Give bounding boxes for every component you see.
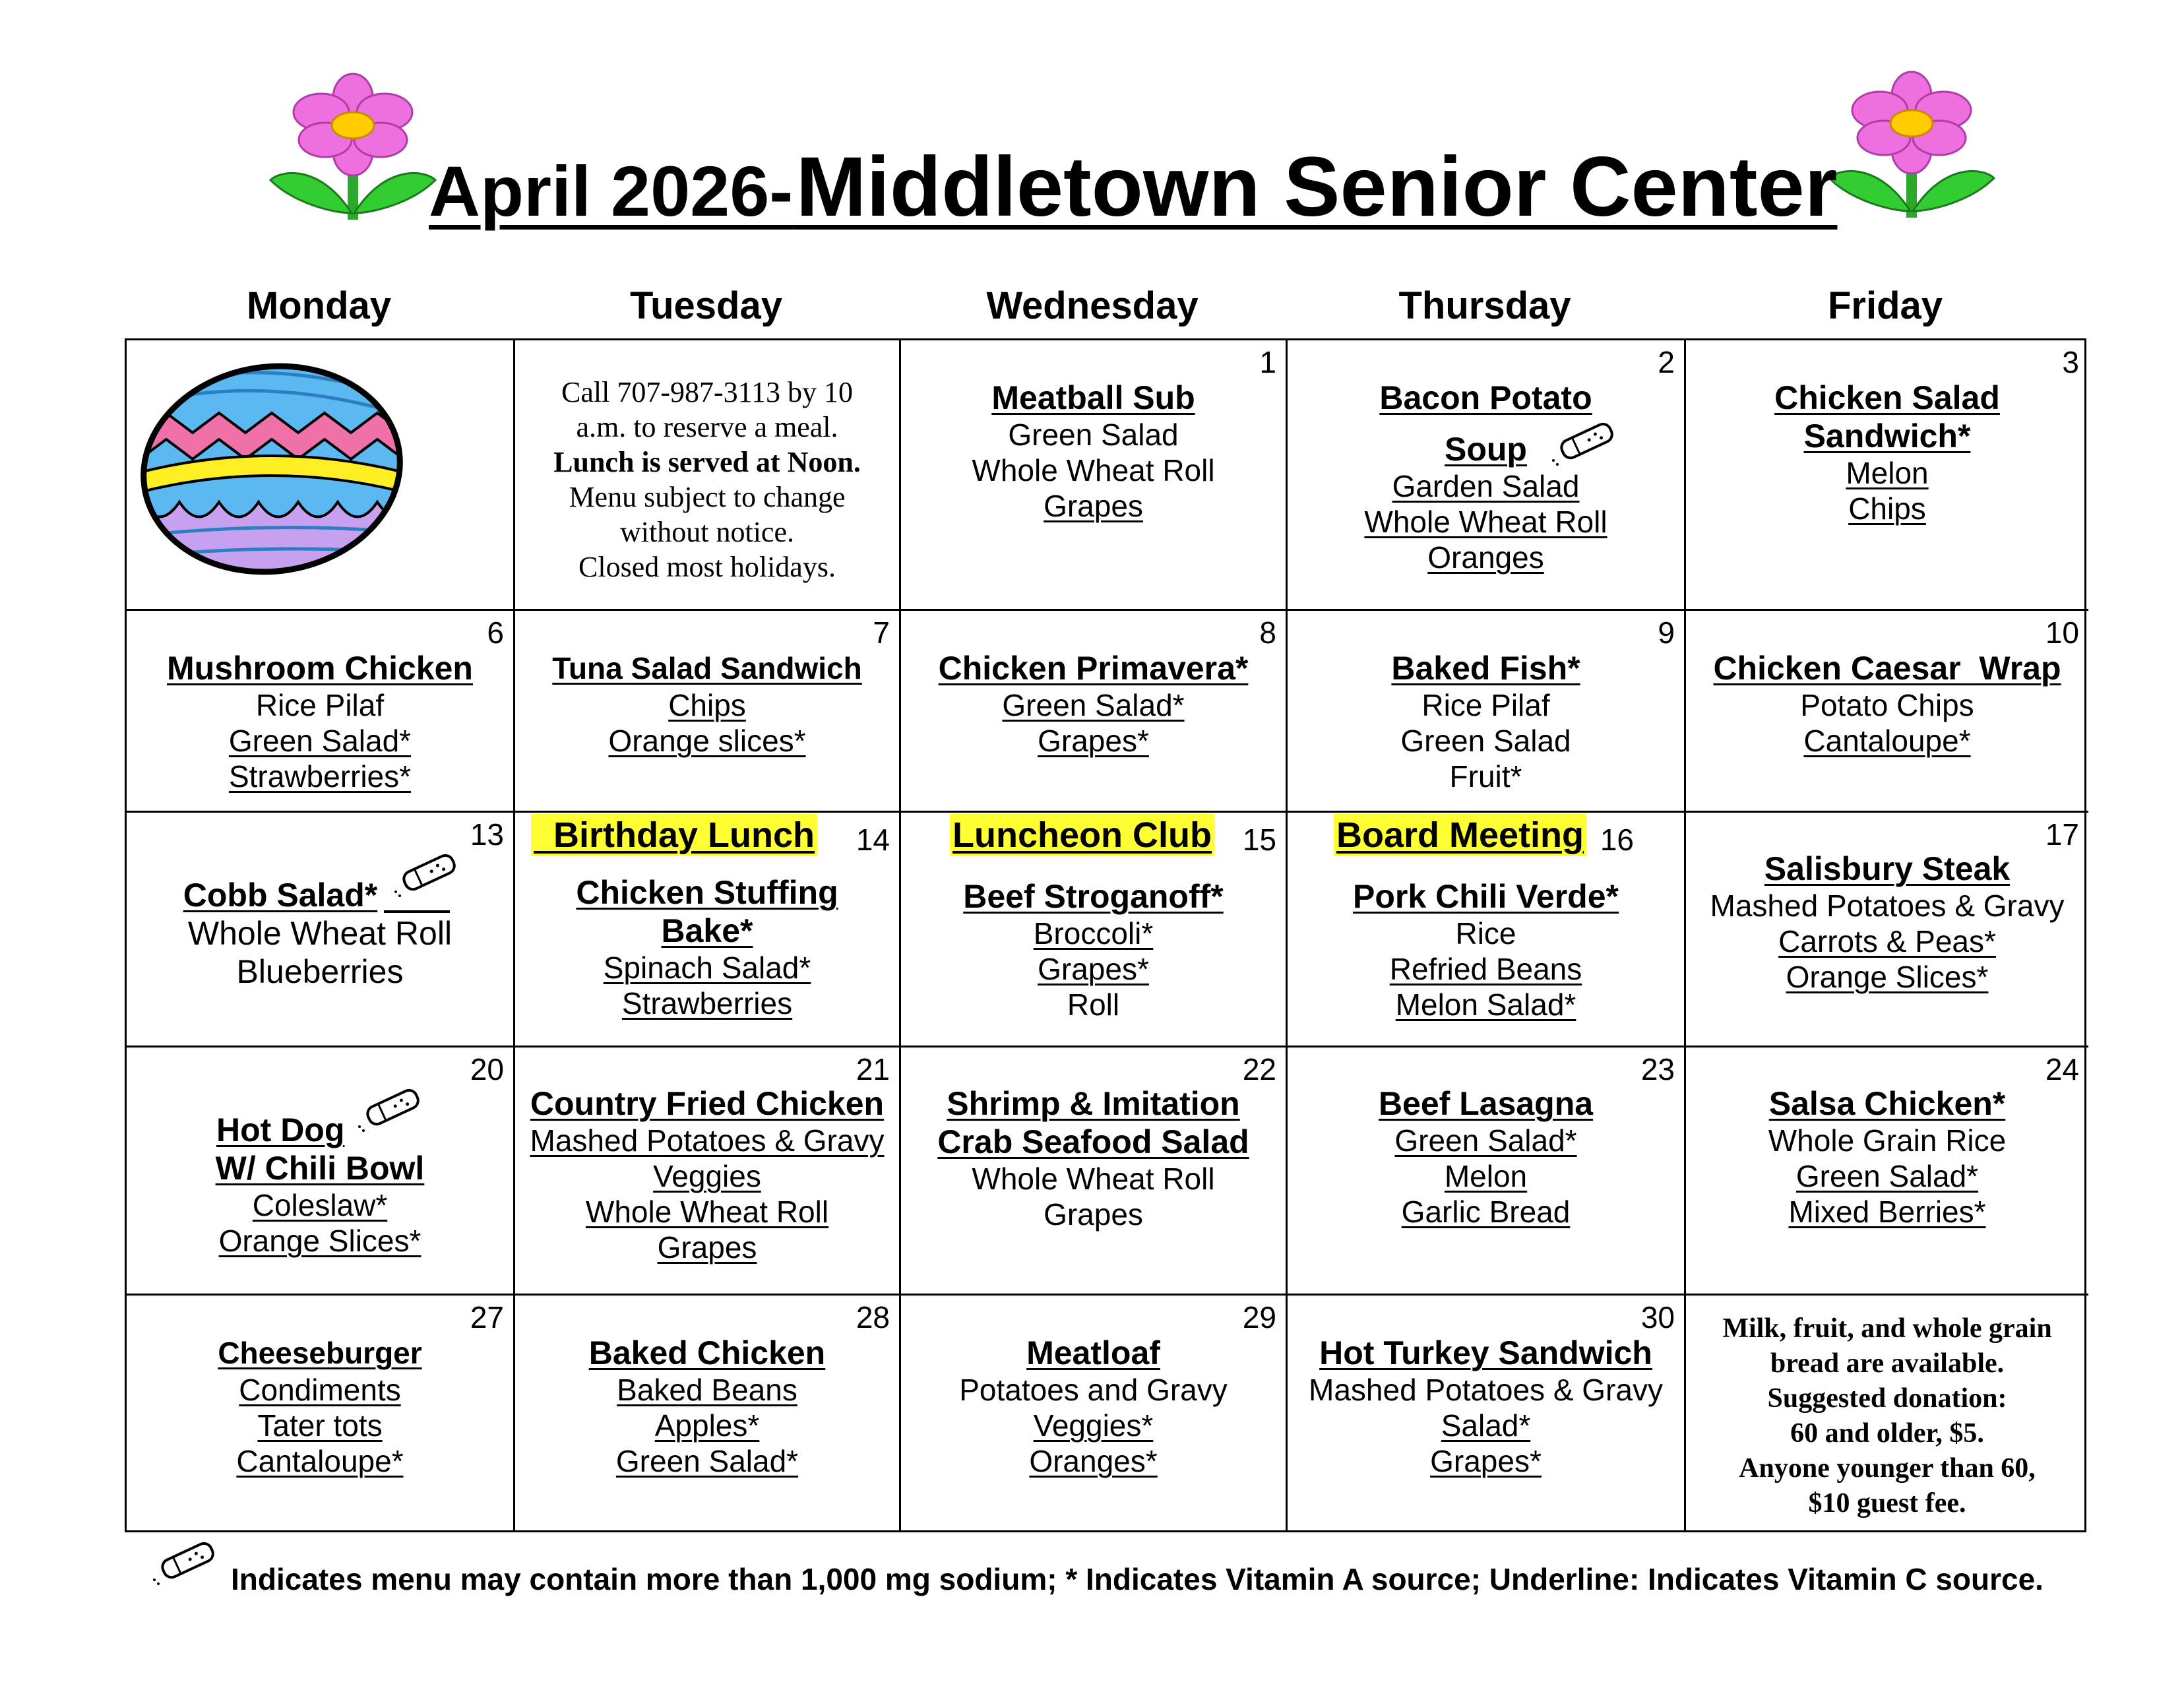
entree: Meatloaf (1026, 1334, 1160, 1371)
side-item: Oranges* (1029, 1444, 1158, 1478)
header-monday: Monday (246, 284, 392, 327)
day-number: 17 (2045, 817, 2079, 852)
cell-day-28 (515, 1296, 901, 1530)
entree: Chicken Primavera* (938, 650, 1249, 687)
day-number: 29 (1242, 1300, 1276, 1334)
day-number: 8 (1259, 615, 1276, 650)
header-tuesday: Tuesday (629, 284, 782, 327)
entree: Mushroom Chicken (167, 650, 473, 687)
donation-line-5: Anyone younger than 60, (1739, 1453, 2036, 1484)
side-item: Melon (1444, 1159, 1528, 1193)
easter-egg-icon (140, 360, 404, 578)
cell-day-23 (1288, 1047, 1686, 1296)
day-number: 1 (1259, 345, 1276, 379)
entree: Chicken Caesar Wrap (1713, 650, 2061, 687)
cell-day-29 (901, 1296, 1288, 1530)
cell-day-9 (1288, 611, 1686, 813)
cell-day-15 (901, 813, 1288, 1047)
side-item: Mashed Potatoes & Gravy (1710, 889, 2065, 923)
entree-line-1: Hot Dog (216, 1111, 345, 1148)
day-number: 16 (1600, 823, 1634, 857)
side-item: Garlic Bread (1401, 1195, 1571, 1229)
cell-day-20 (127, 1047, 515, 1296)
side-item: Rice (1455, 916, 1516, 951)
side-item: Green Salad* (228, 724, 412, 758)
day-number: 9 (1658, 615, 1675, 650)
side-item: Orange Slices* (1786, 960, 1989, 994)
cell-day-27 (127, 1296, 515, 1530)
title-center: Middletown Senior Center (796, 140, 1838, 234)
side-item: Broccoli* (1033, 916, 1154, 951)
day-number: 30 (1640, 1300, 1675, 1334)
flower-icon-left (267, 71, 439, 223)
side-item: Salad* (1441, 1408, 1531, 1443)
entree-line-1: Shrimp & Imitation (947, 1085, 1240, 1122)
side-item: Refried Beans (1389, 952, 1582, 986)
cell-day-30 (1288, 1296, 1686, 1530)
side-item: Fruit* (1449, 759, 1522, 794)
side-item: Spinach Salad* (603, 951, 811, 985)
entree-line-1: Chicken Salad (1774, 379, 2000, 416)
entree-line-2: Soup (1445, 431, 1527, 468)
side-item: Green Salad* (1394, 1123, 1577, 1158)
side-item: Green Salad* (1795, 1159, 1979, 1193)
cell-day-2 (1288, 340, 1686, 611)
day-number: 3 (2062, 345, 2079, 379)
side-item: Melon (1846, 456, 1929, 490)
entree: Country Fried Chicken (530, 1085, 885, 1122)
side-item: Whole Wheat Roll (187, 915, 452, 952)
side-item: Grapes (1044, 1197, 1143, 1232)
side-item: Carrots & Peas* (1778, 924, 1996, 958)
entree-line-2: Bake* (661, 912, 753, 949)
entree: Tuna Salad Sandwich (552, 651, 862, 685)
day-number: 7 (873, 615, 890, 650)
side-item: Rice Pilaf (1421, 688, 1550, 722)
entree: Cobb Salad* (183, 877, 378, 914)
side-item: Condiments (239, 1373, 401, 1407)
entree-line-1: Bacon Potato (1379, 379, 1592, 416)
header-wednesday: Wednesday (986, 284, 1199, 327)
cell-day-14 (515, 813, 901, 1047)
entree-line-2: W/ Chili Bowl (215, 1150, 425, 1187)
entree: Salisbury Steak (1764, 850, 2011, 887)
side-item: Cantaloupe* (236, 1444, 404, 1478)
side-item: Apples* (654, 1408, 760, 1443)
side-item: Grapes* (1038, 724, 1149, 758)
donation-line-4: 60 and older, $5. (1790, 1418, 1984, 1449)
flower-icon-right (1826, 69, 1997, 221)
side-item: Green Salad (1400, 724, 1571, 758)
side-item: Veggies (653, 1159, 761, 1193)
day-number: 15 (1242, 823, 1276, 857)
side-item: Grapes* (1430, 1444, 1542, 1478)
day-number: 10 (2045, 615, 2079, 650)
side-item: Oranges (1427, 540, 1544, 575)
weekday-headers (125, 284, 2086, 336)
day-number: 22 (1242, 1052, 1276, 1086)
entree: Beef Stroganoff* (963, 878, 1224, 915)
side-item: Green Salad (1008, 418, 1179, 452)
side-item: Mashed Potatoes & Gravy (530, 1123, 885, 1158)
side-item: Baked Beans (617, 1373, 797, 1407)
event-label (531, 814, 817, 856)
side-item: Melon Salad* (1395, 987, 1576, 1022)
side-item: Whole Grain Rice (1768, 1123, 2007, 1158)
side-item: Mashed Potatoes & Gravy (1309, 1373, 1663, 1407)
day-number: 23 (1640, 1052, 1675, 1086)
entree: Hot Turkey Sandwich (1319, 1334, 1652, 1371)
header-thursday: Thursday (1398, 284, 1571, 327)
side-item: Roll (1067, 987, 1120, 1022)
side-item: Cantaloupe* (1803, 724, 1971, 758)
entree: Pork Chili Verde* (1353, 878, 1619, 915)
day-number: 21 (856, 1052, 890, 1086)
cell-day-3 (1686, 340, 2088, 611)
cell-easter-egg (127, 340, 515, 611)
side-item: Rice Pilaf (255, 688, 385, 722)
entree-line-1: Chicken Stuffing (576, 874, 838, 911)
side-item: Mixed Berries* (1788, 1195, 1986, 1229)
entree: Baked Fish* (1391, 650, 1580, 687)
entree-line-2: Crab Seafood Salad (937, 1123, 1249, 1160)
side-item: Potato Chips (1800, 688, 1974, 722)
day-number: 6 (487, 615, 504, 650)
info-line-1: Call 707-987-3113 by 10 (561, 376, 853, 408)
side-item: Whole Wheat Roll (1364, 505, 1607, 539)
entree: Beef Lasagna (1378, 1085, 1594, 1122)
side-item: Green Salad* (615, 1444, 799, 1478)
side-item: Grapes* (1038, 952, 1149, 986)
calendar-grid (125, 338, 2086, 1532)
info-line-3: Lunch is served at Noon. (553, 446, 861, 478)
event-label: Luncheon Club (950, 814, 1214, 856)
side-item: Orange Slices* (218, 1224, 421, 1258)
cell-day-13 (127, 813, 515, 1047)
side-item: Green Salad* (1002, 688, 1185, 722)
side-item: Chips (668, 688, 746, 722)
donation-line-1: Milk, fruit, and whole grain (1722, 1313, 2052, 1344)
info-line-2: a.m. to reserve a meal. (576, 411, 838, 443)
page-title (429, 139, 1838, 235)
day-number: 20 (470, 1052, 504, 1086)
side-item: Grapes (657, 1230, 757, 1265)
day-number: 14 (856, 823, 890, 857)
cell-day-16 (1288, 813, 1686, 1047)
info-line-6: Closed most holidays. (578, 551, 836, 583)
side-item: Potatoes and Gravy (959, 1373, 1228, 1407)
entree-line-2: Sandwich* (1803, 418, 1971, 454)
cell-day-8 (901, 611, 1288, 813)
side-item: Coleslaw* (252, 1188, 388, 1222)
cell-info-note (515, 340, 901, 611)
cell-day-22 (901, 1047, 1288, 1296)
event-text: Birthday Lunch (553, 815, 815, 855)
info-line-4: Menu subject to change (569, 481, 846, 513)
cell-donation-note (1686, 1296, 2088, 1530)
day-number: 27 (470, 1300, 504, 1334)
title-date: April 2026- (429, 151, 794, 231)
side-item: Veggies* (1033, 1408, 1154, 1443)
day-number: 28 (856, 1300, 890, 1334)
cell-day-1 (901, 340, 1288, 611)
side-item: Tater tots (257, 1408, 383, 1443)
side-item: Chips (1848, 491, 1926, 526)
day-number: 13 (470, 817, 504, 852)
entree: Salsa Chicken* (1768, 1085, 2006, 1122)
donation-line-6: $10 guest fee. (1808, 1488, 1966, 1518)
salt-shaker-icon (149, 1534, 222, 1586)
side-item: Whole Wheat Roll (585, 1195, 829, 1229)
header-friday: Friday (1827, 284, 1943, 327)
info-line-5: without notice. (620, 516, 794, 548)
day-number: 2 (1658, 345, 1675, 379)
day-number: 24 (2045, 1052, 2079, 1086)
entree: Baked Chicken (588, 1334, 826, 1371)
side-item: Garden Salad (1392, 469, 1580, 503)
donation-line-2: bread are available. (1770, 1348, 2005, 1379)
cell-day-21 (515, 1047, 901, 1296)
legend-text: Indicates menu may contain more than 1,000 mg sodium; * Indicates Vitamin A source; Underline: Indicates Vitamin C source. (231, 1562, 2044, 1596)
entree: Cheeseburger (218, 1336, 422, 1370)
cell-day-7 (515, 611, 901, 813)
cell-day-24 (1686, 1047, 2088, 1296)
side-item: Whole Wheat Roll (972, 1162, 1215, 1196)
side-item: Strawberries (621, 986, 793, 1020)
side-item: Blueberries (236, 953, 404, 990)
donation-line-3: Suggested donation: (1767, 1383, 2007, 1414)
side-item: Grapes (1044, 489, 1143, 523)
event-label: Board Meeting (1334, 814, 1586, 856)
side-item: Whole Wheat Roll (972, 453, 1215, 487)
cell-day-10 (1686, 611, 2088, 813)
entree: Meatball Sub (991, 379, 1195, 416)
side-item: Strawberries* (228, 759, 412, 794)
cell-day-17 (1686, 813, 2088, 1047)
side-item: Orange slices* (608, 724, 806, 758)
cell-day-6 (127, 611, 515, 813)
